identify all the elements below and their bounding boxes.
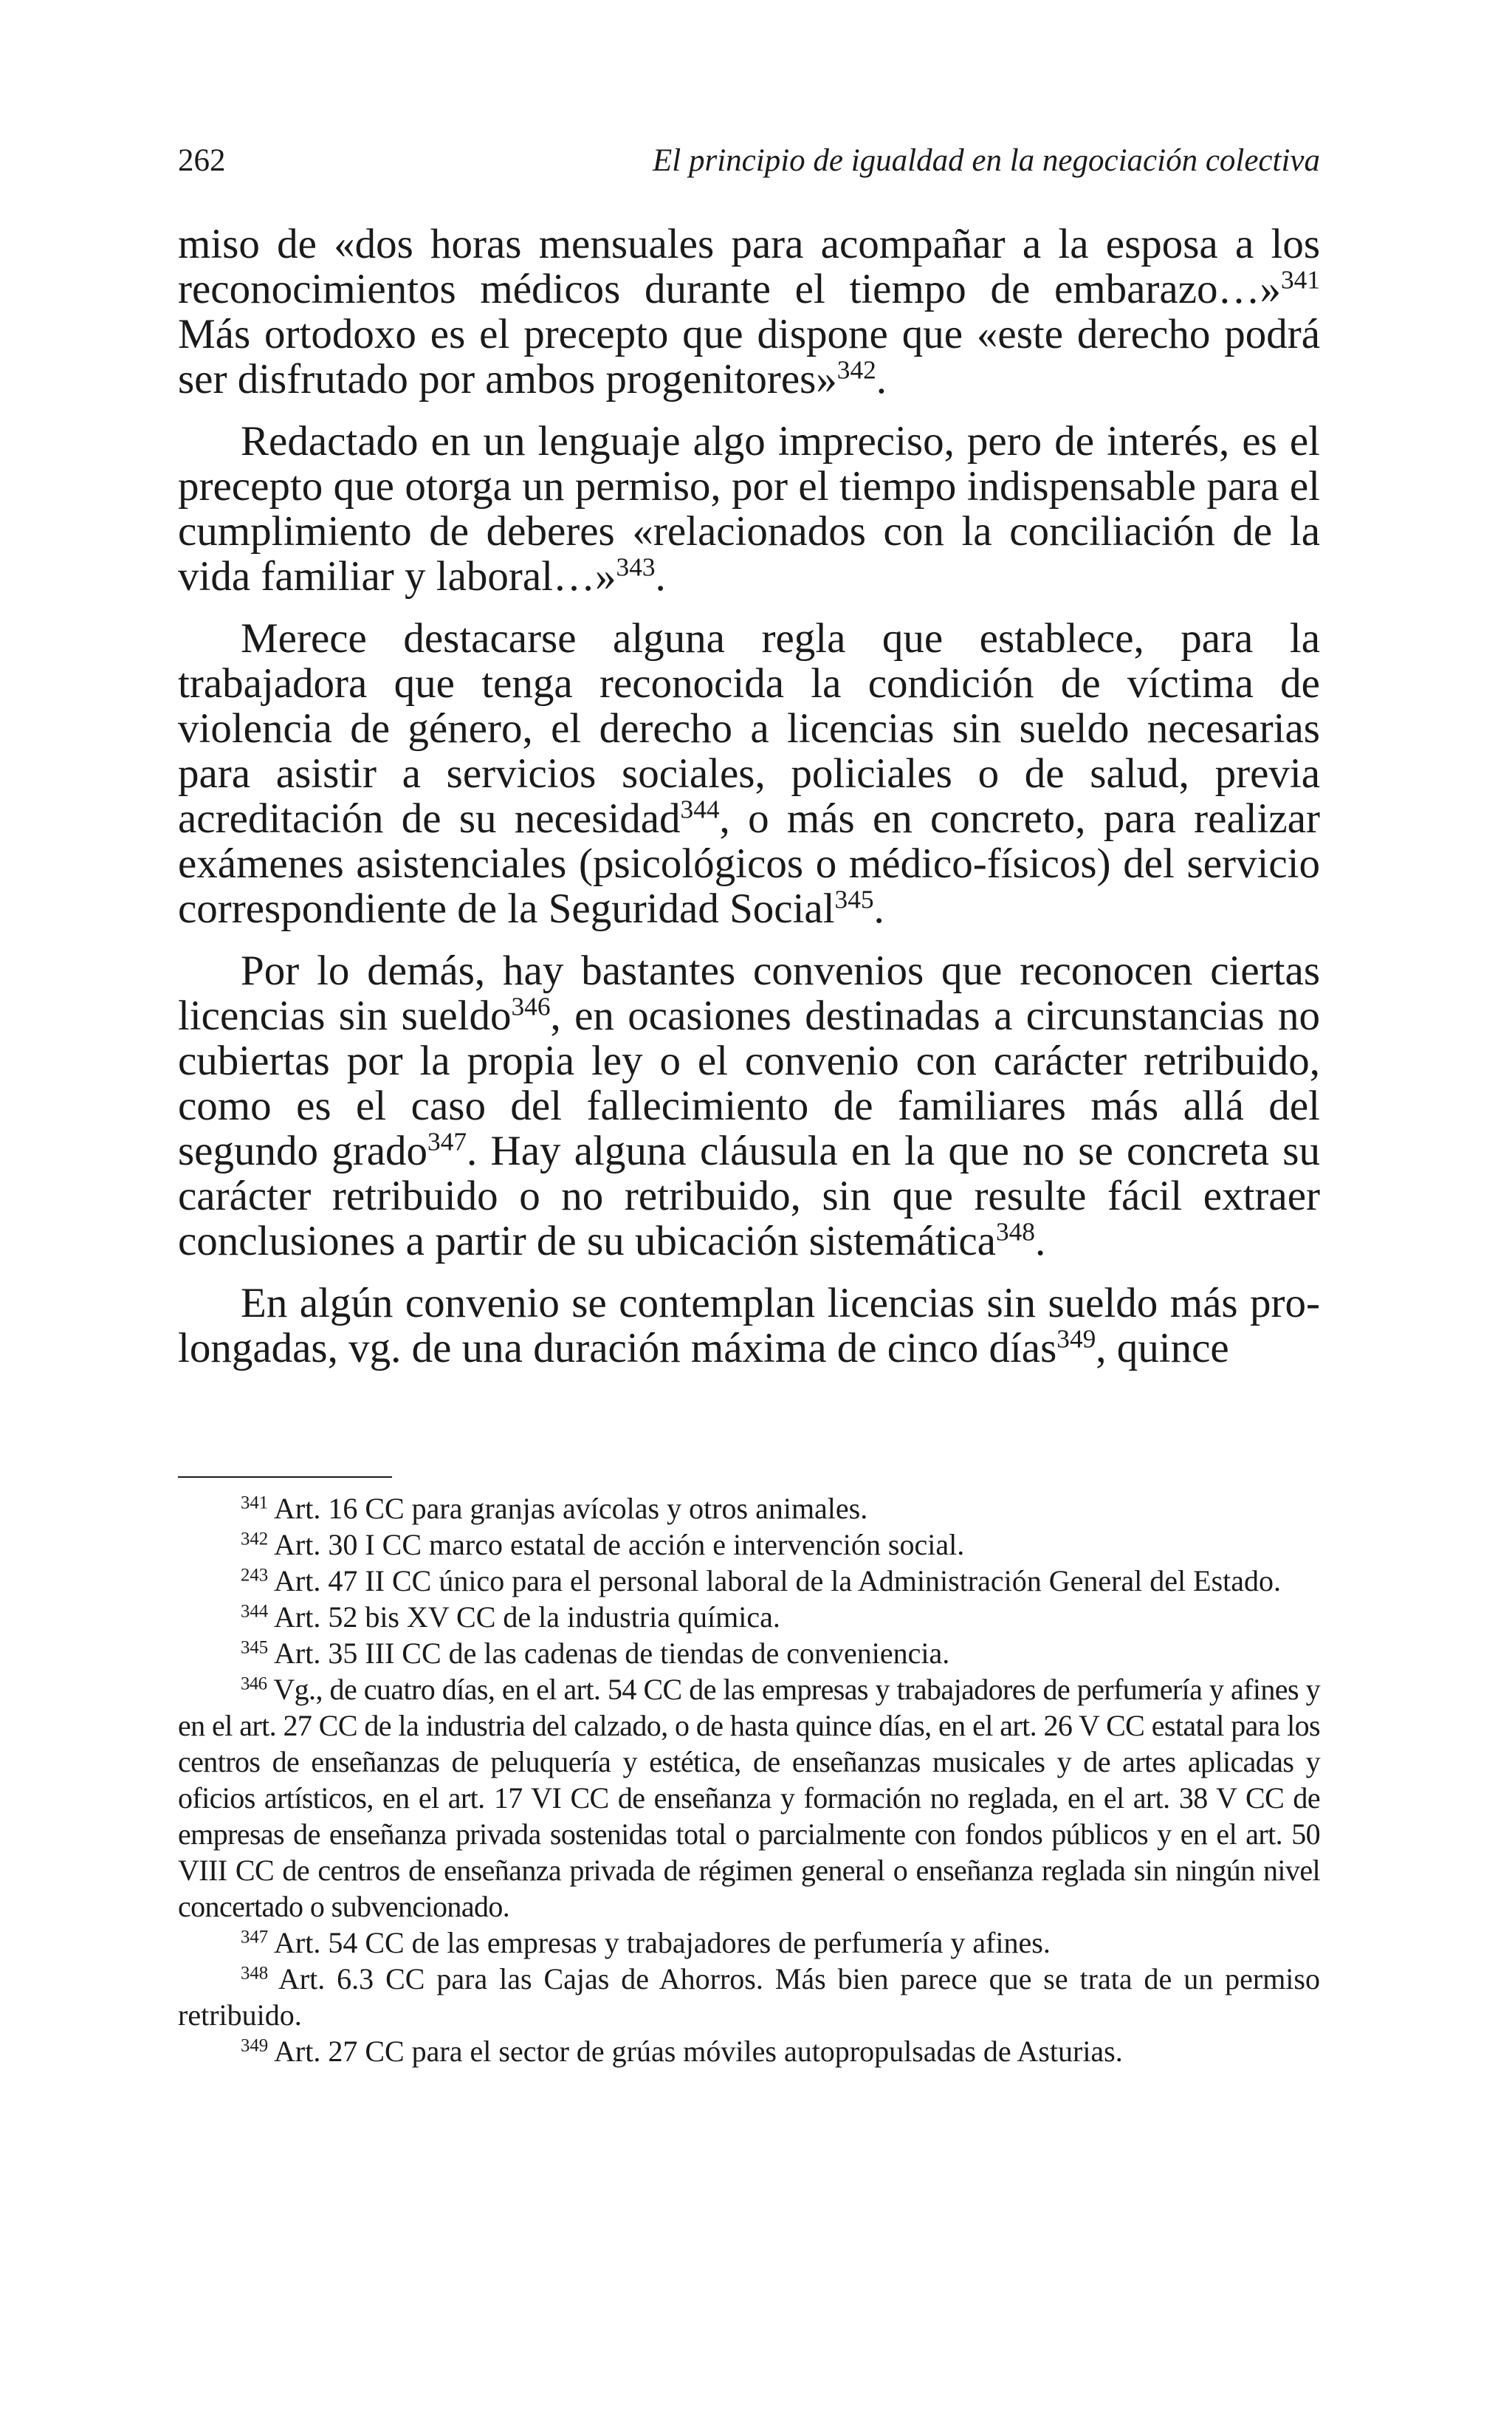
text-run: Por lo demás, hay bastantes convenios que reconocen ciertas licencias sin sueldo [178,948,1320,1039]
footnote-number: 341 [241,1493,269,1513]
paragraph [178,948,1320,1264]
footnote [178,1490,1320,1527]
footnote [178,2033,1320,2069]
footnote [178,1563,1320,1599]
footnote-ref[interactable]: 343 [616,552,656,582]
paragraph [178,616,1320,931]
footnote-text: Art. 30 I CC marco estatal de acción e intervención social. [274,1528,965,1561]
footnote-text: Art. 27 CC para el sector de grúas móviles autopropulsadas de Asturias. [274,2035,1123,2068]
footnote-number: 348 [241,1963,269,1984]
footnote-ref[interactable]: 342 [836,355,876,385]
footnote-number: 243 [241,1565,269,1586]
footnote-text: Art. 35 III CC de las cadenas de tiendas de conveniencia. [274,1637,950,1670]
footnote-text: Vg., de cuatro días, en el art. 54 CC de las empresas y trabajadores de perfumería y afines y en el art. 27 CC de la industria del calzado, o de hasta quince días, en el art. 26 V CC estatal para los centros de enseñanzas de peluquería y estética, de enseñanzas musicales y de artes aplicadas y oficios artísticos, en el art. 17 VI CC de enseñanza y formación no reglada, en el art. 38 V CC de empresas de enseñanza privada sostenidas total o parcialmente con fondos públicos y en el art. 50 VIII CC de centros de enseñanza privada de régimen general o enseñanza reglada sin ningún nivel concertado o subvencionado. [178,1673,1320,1923]
text-run: , en ocasiones destinadas a circunstancias no cubiertas por la propia ley o el convenio con carácter retribuido, como es el caso del fallecimiento de familiares más allá del segundo grado [178,993,1320,1174]
footnote-number: 342 [241,1529,269,1549]
footnote-text: Art. 52 bis XV CC de la industria química. [274,1600,780,1634]
running-title: El principio de igualdad en la negociación colectiva [653,143,1320,178]
footnote-number: 344 [241,1601,269,1622]
text-run: miso de «dos horas mensuales para acompañar a la esposa a los reconocimientos médicos durante el tiempo de embarazo…» [178,221,1320,312]
footnote-ref[interactable]: 347 [427,1127,467,1157]
footnote-text: Art. 47 II CC único para el personal laboral de la Administración General del Estado. [274,1564,1282,1597]
footnote [178,1635,1320,1671]
page-header [178,139,1320,183]
text-run: , o más en concreto, para realizar exámenes asistenciales (psicológicos o médico-físicos) del servicio correspondiente de la Seguridad Social [178,795,1321,932]
footnote-number: 345 [241,1637,269,1658]
text-run: . [873,885,884,932]
text-run: . [655,553,666,600]
text-run: Redactado en un lenguaje algo impreciso, pero de interés, es el precepto que otorga un permiso, por el tiempo indispensable para el cumplimiento de deberes «relacionados con la conciliación de la vida familiar y laboral…» [178,418,1320,600]
footnote [178,1671,1320,1925]
body-text [178,222,1320,1388]
footnote-ref[interactable]: 341 [1281,265,1320,295]
text-run: Más ortodoxo es el precepto que dispone que «este derecho podrá ser disfrutado por ambos progenitores» [178,311,1320,402]
footnote [178,1527,1320,1563]
text-run: Merece destacarse alguna regla que establece, para la trabajadora que tenga reconocida la condición de víctima de violencia de género, el derecho a licencias sin sueldo necesarias para asistir a servicios sociales, policiales o de salud, previa acreditación de su necesidad [178,615,1320,842]
paragraph [178,419,1320,599]
footnote-ref[interactable]: 346 [511,992,551,1021]
footnote-number: 347 [241,1927,269,1947]
footnote-text: Art. 6.3 CC para las Cajas de Ahorros. Más bien parece que se trata de un permiso retribuido. [178,1962,1320,2032]
paragraph [178,1281,1320,1371]
footnote-ref[interactable]: 349 [1056,1324,1096,1354]
footnote [178,1925,1320,1961]
footnote-ref[interactable]: 344 [680,795,720,824]
footnote-text: Art. 16 CC para granjas avícolas y otros animales. [274,1492,868,1525]
footnote-number: 346 [241,1673,267,1694]
text-run: . Hay alguna cláusula en la que no se concreta su carácter retribuido o no retribuido, sin que resulte fácil extraer conclusiones a partir de su ubicación sistemática [178,1128,1320,1264]
footnote-separator [178,1476,392,1478]
text-run: , quince [1096,1325,1229,1371]
footnote [178,1961,1320,2033]
text-run: . [1034,1218,1046,1264]
page-number: 262 [178,143,226,178]
paragraph [178,222,1320,402]
footnote-ref[interactable]: 348 [995,1217,1035,1247]
text-run: En algún convenio se contemplan licencias sin sueldo más prolongadas, vg. de una duración máxima de cinco días [178,1280,1320,1371]
text-run: . [876,356,887,402]
footnote-ref[interactable]: 345 [834,885,874,914]
footnotes [178,1490,1320,2069]
footnote-text: Art. 54 CC de las empresas y trabajadores de perfumería y afines. [274,1926,1051,1959]
footnote [178,1599,1320,1635]
footnote-number: 349 [241,2035,269,2056]
